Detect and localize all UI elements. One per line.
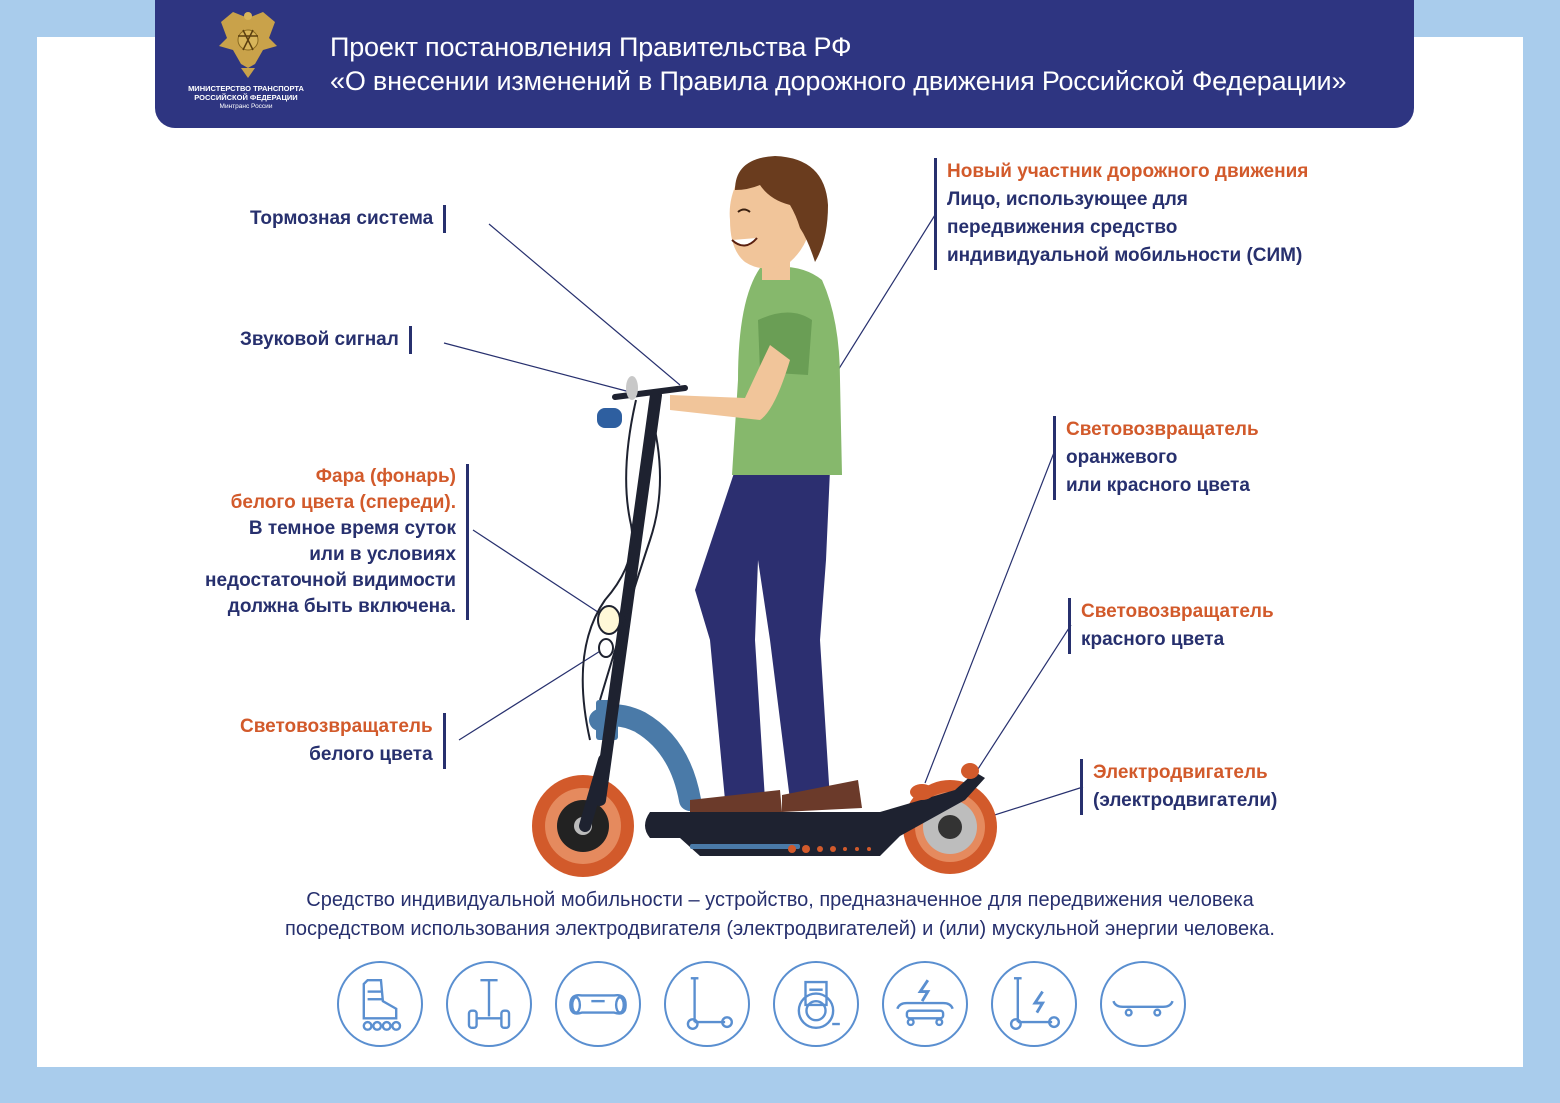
label-participant	[934, 158, 1308, 270]
kick-scooter-icon	[664, 961, 750, 1047]
person-legs	[695, 470, 830, 800]
leader-red-reflector	[978, 625, 1071, 769]
label-headlight-text4: должна быть включена.	[227, 596, 456, 617]
ministry-short: Минтранс России	[219, 103, 273, 110]
label-motor-text: (электродвигатели)	[1093, 790, 1278, 811]
leader-orange-reflector	[925, 450, 1055, 783]
electric-skateboard-icon	[882, 961, 968, 1047]
label-participant-text3: индивидуальной мобильности (СИМ)	[947, 245, 1303, 266]
label-participant-text1: Лицо, использующее для	[947, 189, 1188, 210]
label-headlight-title2: белого цвета (спереди).	[230, 492, 456, 513]
label-orange-reflector-title: Световозвращатель	[1066, 419, 1259, 440]
label-red-reflector-title: Световозвращатель	[1081, 601, 1274, 622]
label-brake	[250, 205, 446, 233]
label-headlight-text2: или в условиях	[309, 544, 456, 565]
label-headlight-text3: недостаточной видимости	[205, 570, 456, 591]
left-grip	[597, 408, 622, 428]
label-white-reflector-text: белого цвета	[309, 744, 433, 765]
title-line1: Проект постановления Правительства РФ	[330, 32, 852, 62]
label-horn	[240, 326, 412, 354]
caption-line1: Средство индивидуальной мобильности – устройство, предназначенное для передвижения человека	[306, 889, 1254, 911]
label-headlight	[205, 464, 469, 620]
label-orange-reflector-text1: оранжевого	[1066, 447, 1178, 468]
label-orange-reflector-text2: или красного цвета	[1066, 475, 1250, 496]
label-orange-reflector	[1053, 416, 1259, 500]
label-participant-title: Новый участник дорожного движения	[947, 161, 1309, 182]
roller-skate-icon	[337, 961, 423, 1047]
label-headlight-text1: В темное время суток	[248, 518, 456, 539]
horn	[626, 376, 638, 400]
electric-scooter-icon	[991, 961, 1077, 1047]
title-line2: «О внесении изменений в Правила дорожного движения Российской Федерации»	[330, 66, 1347, 96]
label-motor	[1080, 759, 1277, 815]
caption-line2: посредством использования электродвигателя (электродвигателей) и (или) мускульной энергии человека.	[285, 918, 1275, 940]
label-participant-text2: передвижения средство	[947, 217, 1178, 238]
headlight	[598, 606, 620, 634]
label-motor-title: Электродвигатель	[1093, 762, 1268, 783]
label-brake-text: Тормозная система	[250, 208, 434, 229]
ministry-line2: РОССИЙСКОЙ ФЕДЕРАЦИИ	[194, 93, 298, 102]
label-white-reflector-title: Световозвращатель	[240, 716, 433, 737]
ministry-line1: МИНИСТЕРСТВО ТРАНСПОРТА	[188, 84, 304, 93]
leader-horn	[444, 343, 630, 392]
skateboard-icon	[1100, 961, 1186, 1047]
label-red-reflector	[1068, 598, 1274, 654]
label-white-reflector	[240, 713, 446, 769]
side-reflector	[910, 784, 934, 800]
leader-brake	[489, 224, 680, 385]
leader-participant	[830, 215, 935, 383]
label-horn-text: Звуковой сигнал	[240, 329, 399, 350]
front-reflector	[599, 639, 613, 657]
hoverboard-icon	[555, 961, 641, 1047]
definition-caption	[190, 886, 1370, 944]
monowheel-icon	[773, 961, 859, 1047]
label-red-reflector-text: красного цвета	[1081, 629, 1225, 650]
label-headlight-title1: Фара (фонарь)	[315, 466, 456, 487]
segway-icon	[446, 961, 532, 1047]
leader-headlight	[473, 530, 607, 618]
rear-reflector	[961, 763, 979, 779]
